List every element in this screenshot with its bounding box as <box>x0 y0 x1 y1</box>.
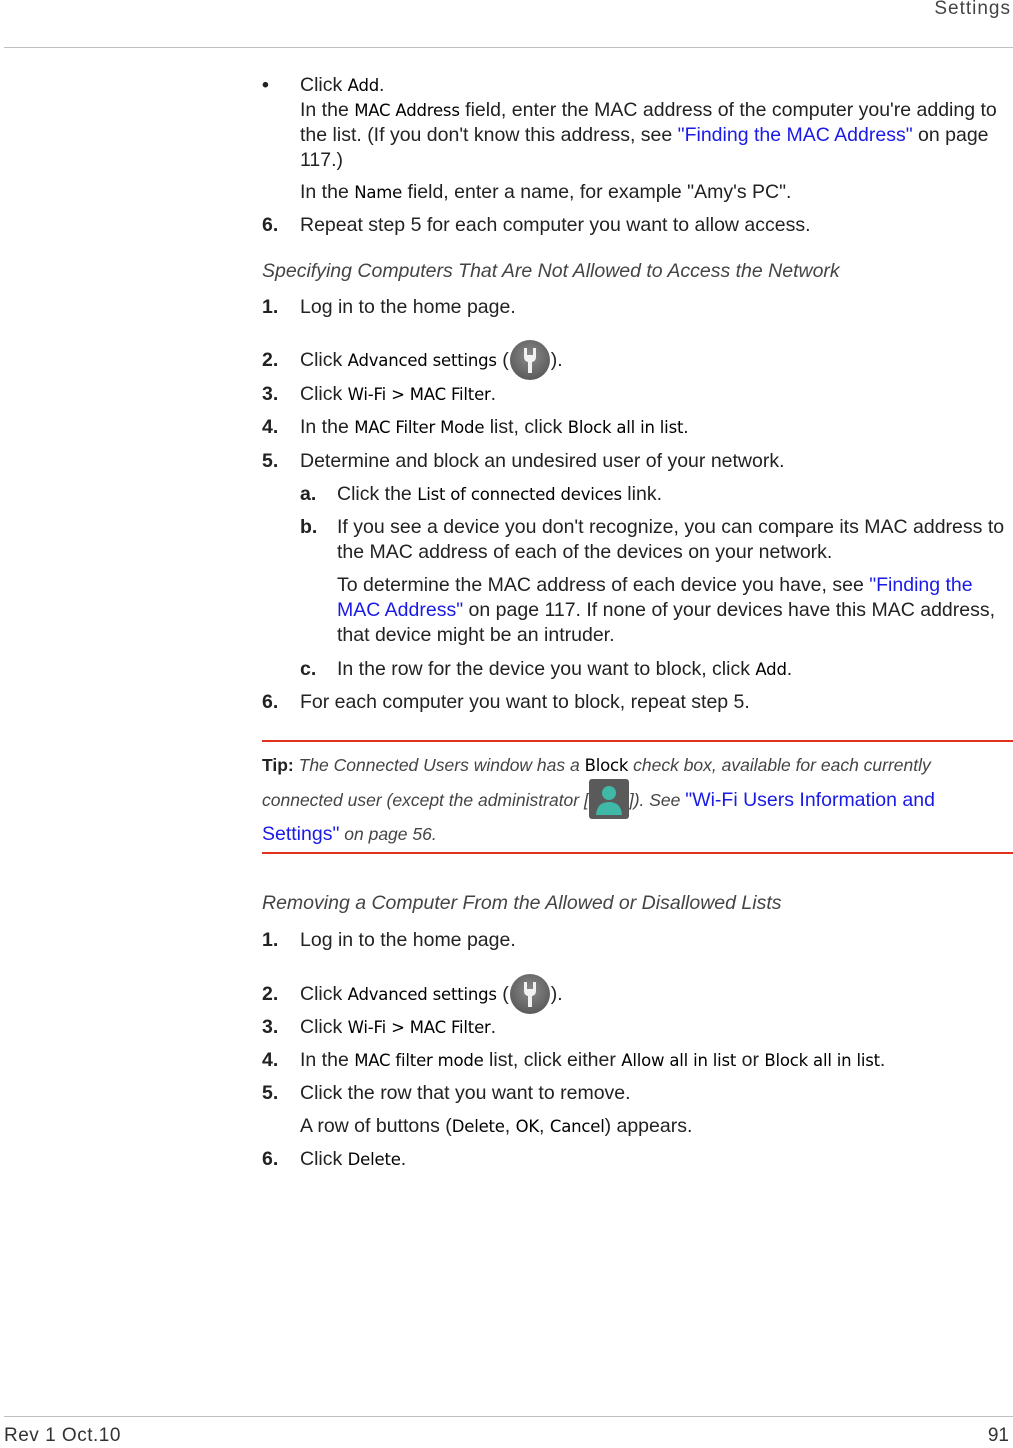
ui-block-all-in-list: Block all in list <box>764 1051 880 1070</box>
user-icon <box>589 779 629 819</box>
ui-add: Add <box>347 76 380 95</box>
header-divider <box>4 47 1013 48</box>
footer-divider <box>4 1416 1013 1417</box>
ui-add: Add <box>755 660 787 679</box>
section-heading-remove: Removing a Computer From the Allowed or Disallowed Lists <box>262 892 782 914</box>
ui-cancel: Cancel <box>549 1117 605 1136</box>
ui-delete: Delete <box>347 1150 401 1169</box>
header-title: Settings <box>934 0 1011 19</box>
wrench-icon <box>510 340 550 380</box>
ui-mac-filter-mode: MAC filter mode <box>354 1051 484 1070</box>
tip-box: Tip: The Connected Users window has a Block check box, available for each currently connected user (except the administrator [ ]). See "Wi-Fi Users Information and Settings" on page 56. <box>262 755 935 845</box>
ui-ok: OK <box>515 1117 540 1136</box>
link-wifi-users-info[interactable]: "Wi-Fi Users Information and Settings" <box>262 789 935 845</box>
ui-allow-all-in-list: Allow all in list <box>621 1051 737 1070</box>
link-finding-mac-address[interactable]: "Finding the MAC Address" <box>677 124 913 146</box>
ui-delete: Delete <box>451 1117 505 1136</box>
wrench-icon <box>510 974 550 1014</box>
ui-advanced-settings: Advanced settings <box>347 351 497 370</box>
page-number: 91 <box>987 1425 1009 1446</box>
ui-list-of-connected-devices[interactable]: List of connected devices <box>417 485 622 504</box>
ui-wifi-mac-filter: Wi-Fi > MAC Filter <box>347 1018 491 1037</box>
ui-name: Name <box>354 183 403 202</box>
ui-mac-filter-mode: MAC Filter Mode <box>354 418 485 437</box>
tip-label: Tip: <box>262 755 294 775</box>
ui-mac-address: MAC Address <box>354 101 460 120</box>
footer-revision: Rev 1 Oct.10 <box>4 1425 121 1446</box>
link-finding-mac-address[interactable]: "Finding the MAC Address" <box>337 574 973 621</box>
bullet: • <box>262 74 269 96</box>
tip-top-rule <box>262 740 1013 742</box>
section-heading-block: Specifying Computers That Are Not Allowed to Access the Network <box>262 260 840 282</box>
ui-wifi-mac-filter: Wi-Fi > MAC Filter <box>347 385 491 404</box>
ui-block: Block <box>584 756 629 775</box>
tip-bottom-rule <box>262 852 1013 854</box>
ui-block-all-in-list: Block all in list <box>567 418 684 437</box>
ui-advanced-settings: Advanced settings <box>347 985 497 1004</box>
